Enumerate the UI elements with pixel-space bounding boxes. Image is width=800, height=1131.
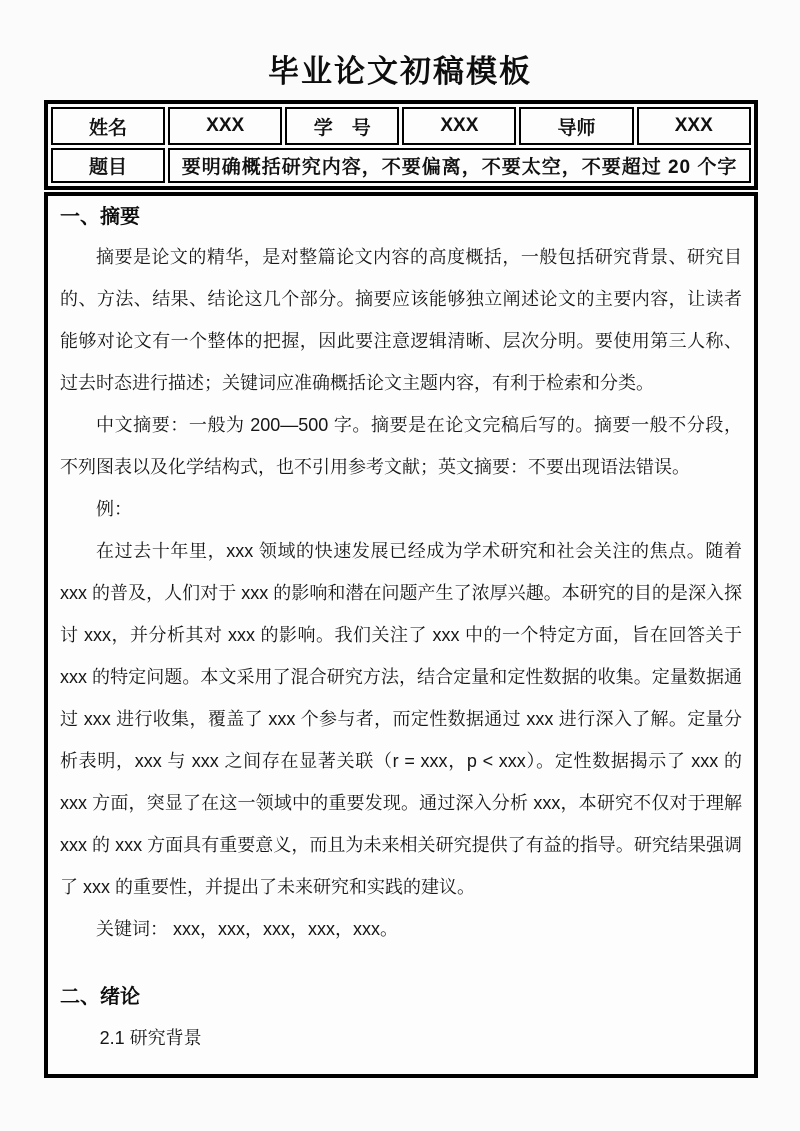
keywords-line: 关键词： xxx，xxx，xxx，xxx，xxx。	[96, 919, 398, 939]
section-introduction-heading: 二、绪论	[60, 986, 140, 1008]
content-box	[44, 192, 758, 1078]
section-introduction	[60, 978, 742, 1064]
name-label: 姓名	[51, 107, 165, 145]
abstract-paragraph: 中文摘要：一般为 200—500 字。摘要是在论文完稿后写的。摘要一般不分段，不列图表以及化学结构式，也不引用参考文献；英文摘要：不要出现语法错误。	[60, 415, 742, 477]
student-id-label: 学 号	[285, 107, 399, 145]
section-abstract-heading: 一、摘要	[60, 206, 140, 228]
header-info-table	[44, 100, 758, 190]
advisor-label: 导师	[519, 107, 633, 145]
name-value: XXX	[168, 107, 282, 145]
example-paragraph: 在过去十年里，xxx 领域的快速发展已经成为学术研究和社会关注的焦点。随着 xxx 的普及，人们对于 xxx 的影响和潜在问题产生了浓厚兴趣。本研究的目的是深入探讨 xxx，并分析其对 xxx 的影响。我们关注了 xxx 中的一个特定方面，旨在回答关于 xxx 的特定问题。本文采用了混合研究方法，结合定量和定性数据的收集。定量数据通过 xxx 进行收集，覆盖了 xxx 个参与者，而定性数据通过 xxx 进行深入了解。定量分析表明，xxx 与 xxx 之间存在显著关联（r = xxx，p < xxx）。定性数据揭示了 xxx 的 xxx 方面，突显了在这一领域中的重要发现。通过深入分析 xxx，本研究不仅对于理解 xxx 的 xxx 方面具有重要意义，而且为未来相关研究提供了有益的指导。研究结果强调了 xxx 的重要性，并提出了未来研究和实践的建议。	[60, 541, 742, 897]
section-abstract	[60, 198, 742, 950]
info-row-topic	[51, 148, 751, 183]
page-title: 毕业论文初稿模板	[268, 54, 532, 89]
info-row-identity	[51, 107, 751, 145]
advisor-value: XXX	[637, 107, 751, 145]
abstract-paragraph: 摘要是论文的精华，是对整篇论文内容的高度概括，一般包括研究背景、研究目的、方法、结果、结论这几个部分。摘要应该能够独立阐述论文的主要内容，让读者能够对论文有一个整体的把握，因此要注意逻辑清晰、层次分明。要使用第三人称、过去时态进行描述；关键词应准确概括论文主题内容，有利于检索和分类。	[60, 247, 742, 393]
research-background-subheading: 2.1 研究背景	[99, 1028, 202, 1048]
topic-label: 题目	[51, 148, 165, 183]
student-id-value: XXX	[402, 107, 516, 145]
topic-value: 要明确概括研究内容，不要偏离，不要太空，不要超过 20 个字	[168, 148, 751, 183]
example-label: 例：	[96, 499, 132, 519]
